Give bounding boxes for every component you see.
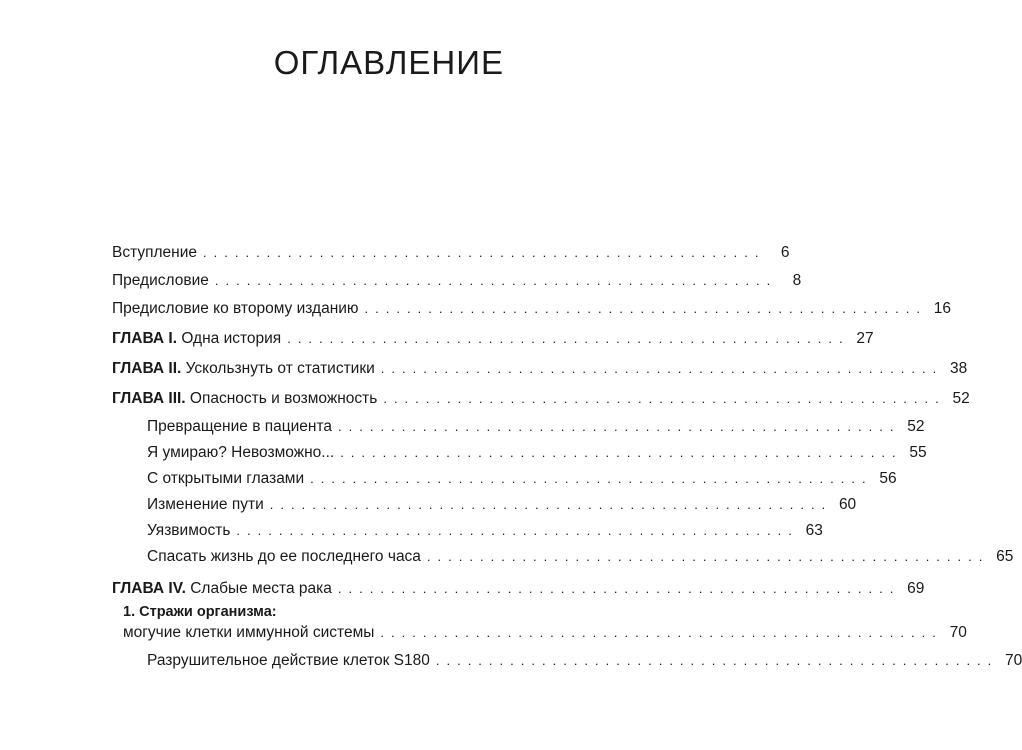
toc-entry-s180-cells[interactable] [147,651,1022,671]
toc-entry-page: 8 [792,272,802,289]
leader-dots: ..................................................... [236,523,799,538]
toc-entry-page: 55 [909,444,927,461]
toc-entry-page: 6 [780,244,790,261]
leader-dots: ..................................................... [337,581,901,596]
toc-entry-label: Ускользнуть от статистики [181,360,375,377]
chapter-prefix: ГЛАВА I. [112,330,178,347]
toc-entry-label: Превращение в пациента [147,418,333,435]
toc-entry-page: 69 [907,580,925,597]
toc-entry-label: Изменение пути [147,496,264,513]
leader-dots: ..................................................... [203,245,766,260]
toc-entry-save-life[interactable] [147,547,1014,567]
toc-entry-page: 52 [907,418,925,435]
toc-entry-label: Я умираю? Невозможно... [147,444,335,461]
leader-dots: ..................................................... [287,331,850,346]
toc-entry-changing-path[interactable] [147,495,857,515]
toc-entry-vulnerability[interactable] [147,521,823,541]
toc-entry-label: Спасать жизнь до ее последнего часа [147,548,421,565]
leader-dots: ..................................................... [338,419,901,434]
toc-entry-introduction[interactable] [112,243,790,263]
leader-dots: ..................................................... [214,273,778,288]
leader-dots: ..................................................... [380,625,943,640]
leader-dots: ..................................................... [435,653,999,668]
toc-entry-label: Одна история [177,330,282,347]
toc-entry-chapter-2[interactable] [112,359,968,379]
leader-dots: ..................................................... [380,361,944,376]
toc-entry-page: 52 [952,390,970,407]
toc-entry-label: Опасность и возможность [185,390,378,407]
toc-entry-label: Предисловие ко второму изданию [112,300,359,317]
toc-section-guardians: 1. Стражи организма: [123,604,277,620]
leader-dots: ..................................................... [269,497,833,512]
page-title: ОГЛАВЛЕНИЕ [273,44,504,81]
chapter-prefix: ГЛАВА II. [112,360,182,377]
toc-entry-preface[interactable] [112,271,802,291]
toc-entry-becoming-patient[interactable] [147,417,925,437]
leader-dots: ..................................................... [340,445,903,460]
leader-dots: ..................................................... [364,301,927,316]
chapter-prefix: ГЛАВА IV. [112,580,186,597]
toc-entry-chapter-3[interactable] [112,389,970,409]
toc-entry-chapter-1[interactable] [112,329,874,349]
toc-entry-chapter-4[interactable] [112,579,925,599]
toc-entry-label: С открытыми глазами [147,470,305,487]
toc-entry-label: Уязвимость [147,522,231,539]
leader-dots: ..................................................... [426,549,990,564]
leader-dots: ..................................................... [383,391,946,406]
toc-entry-page: 38 [949,360,968,377]
toc-entry-page: 56 [879,470,897,487]
toc-entry-preface-second-edition[interactable] [112,299,951,319]
toc-entry-label: Вступление [112,244,198,261]
toc-entry-label: Разрушительное действие клеток S180 [147,652,430,669]
toc-entry-label: Слабые места рака [185,580,332,597]
toc-entry-page: 16 [933,300,951,317]
toc-entry-page: 70 [1005,652,1022,669]
toc-entry-page: 60 [838,496,857,513]
toc-entry-open-eyes[interactable] [147,469,897,489]
leader-dots: ..................................................... [310,471,873,486]
toc-entry-page: 27 [856,330,874,347]
toc-entry-label: Предисловие [112,272,209,289]
toc-entry-page: 63 [805,522,823,539]
toc-entry-immune-cells[interactable] [123,623,967,643]
toc-entry-label: могучие клетки иммунной системы [123,624,375,641]
chapter-prefix: ГЛАВА III. [112,390,186,407]
toc-entry-page: 70 [949,624,967,641]
toc-entry-page: 65 [996,548,1014,565]
toc-entry-am-i-dying[interactable] [147,443,927,463]
